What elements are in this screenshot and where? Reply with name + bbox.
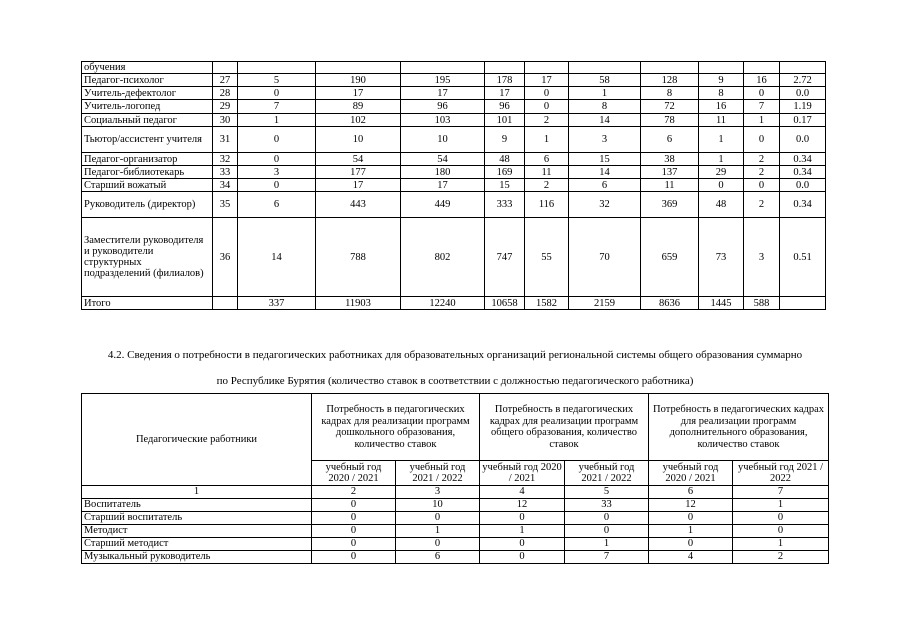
table-cell: 1	[565, 538, 649, 551]
table-cell: 73	[699, 218, 744, 297]
table-cell: 0.34	[780, 153, 826, 166]
table-row	[82, 100, 826, 114]
row-position-name: Музыкальный руководитель	[82, 551, 312, 564]
table-cell: 1	[744, 114, 780, 127]
table-cell: 34	[213, 179, 238, 192]
header-year: учебный год 2020 / 2021	[649, 461, 733, 486]
table-cell: 6	[569, 179, 641, 192]
table-cell: 177	[316, 166, 401, 179]
table-cell: 12	[649, 499, 733, 512]
staffing-table	[81, 61, 826, 310]
table-cell: 0	[238, 153, 316, 166]
table-row	[82, 525, 829, 538]
table-cell: 9	[699, 74, 744, 87]
table-cell: 48	[485, 153, 525, 166]
table-cell: 0	[312, 525, 396, 538]
header-group-general: Потребность в педагогических кадрах для реализации программ общего образования, количество ставок	[480, 394, 649, 461]
table-cell: 8	[699, 87, 744, 100]
table-cell	[316, 62, 401, 74]
table-cell: 128	[641, 74, 699, 87]
table-cell	[485, 62, 525, 74]
table-row	[82, 179, 826, 192]
table-cell: 116	[525, 192, 569, 218]
table-row	[82, 127, 826, 153]
table-row	[82, 153, 826, 166]
column-number: 1	[82, 486, 312, 499]
table-cell: 137	[641, 166, 699, 179]
header-year: учебный год 2021 / 2022	[396, 461, 480, 486]
table-cell: 0	[480, 551, 565, 564]
table-cell: 1	[699, 127, 744, 153]
table-cell: 32	[213, 153, 238, 166]
table-row	[82, 192, 826, 218]
table-cell	[780, 62, 826, 74]
table-cell: 0	[733, 525, 829, 538]
table-cell: 0.34	[780, 166, 826, 179]
table-cell: 747	[485, 218, 525, 297]
table-cell: 54	[316, 153, 401, 166]
table-row	[82, 74, 826, 87]
table-cell: 11	[525, 166, 569, 179]
table-cell: 0	[565, 525, 649, 538]
table-cell: 96	[485, 100, 525, 114]
table-cell: 6	[396, 551, 480, 564]
table-cell: 12	[480, 499, 565, 512]
section-caption-line2: по Республике Бурятия (количество ставок в соответствии с должностью педагогического работника)	[216, 375, 694, 387]
table-cell: 58	[569, 74, 641, 87]
table-cell	[699, 62, 744, 74]
column-number: 3	[396, 486, 480, 499]
table-cell: 0.0	[780, 179, 826, 192]
table-cell: 30	[213, 114, 238, 127]
table-cell: 1	[238, 114, 316, 127]
header-group-preschool: Потребность в педагогических кадрах для реализации программ дошкольного образования, количество ставок	[312, 394, 480, 461]
table-cell: 10	[396, 499, 480, 512]
column-number: 4	[480, 486, 565, 499]
table-cell: 8	[569, 100, 641, 114]
table-cell: 70	[569, 218, 641, 297]
table-cell: 0	[396, 538, 480, 551]
table-row	[82, 87, 826, 100]
table-cell: 195	[401, 74, 485, 87]
table-cell: 337	[238, 297, 316, 310]
table-cell: 333	[485, 192, 525, 218]
table-cell: 443	[316, 192, 401, 218]
table-cell: 11	[641, 179, 699, 192]
row-position-name: Воспитатель	[82, 499, 312, 512]
table-cell: 802	[401, 218, 485, 297]
row-position-name: Старший методист	[82, 538, 312, 551]
table-cell: 0	[525, 100, 569, 114]
table-cell: 2.72	[780, 74, 826, 87]
table-cell: 14	[238, 218, 316, 297]
table-cell: 1.19	[780, 100, 826, 114]
table-cell: 588	[744, 297, 780, 310]
table-cell: 2	[525, 179, 569, 192]
row-position-name: Учитель-дефектолог	[82, 87, 213, 100]
table-row	[82, 114, 826, 127]
table-cell: 0	[396, 512, 480, 525]
table-cell: 7	[744, 100, 780, 114]
table-cell: 28	[213, 87, 238, 100]
table-row	[82, 218, 826, 297]
row-position-name: Тьютор/ассистент учителя	[82, 127, 213, 153]
table-cell: 0	[733, 512, 829, 525]
row-position-name: Педагог-организатор	[82, 153, 213, 166]
table-cell: 1445	[699, 297, 744, 310]
section-caption-line1: 4.2. Сведения о потребности в педагогических работниках для образовательных организаций региональной системы общего образования суммарно	[107, 349, 803, 361]
table-cell: 0	[480, 512, 565, 525]
row-position-name: Социальный педагог	[82, 114, 213, 127]
table-cell: 48	[699, 192, 744, 218]
table-cell: 17	[525, 74, 569, 87]
table-cell: 0	[744, 87, 780, 100]
table-cell: 17	[401, 179, 485, 192]
table-cell: 8636	[641, 297, 699, 310]
table-cell: 5	[238, 74, 316, 87]
table-cell: 0	[238, 127, 316, 153]
table-cell	[213, 62, 238, 74]
table-cell: 103	[401, 114, 485, 127]
table-cell: 2	[733, 551, 829, 564]
table-cell: 2	[744, 153, 780, 166]
table-cell: 2159	[569, 297, 641, 310]
table-cell: 449	[401, 192, 485, 218]
table-cell	[641, 62, 699, 74]
column-number: 2	[312, 486, 396, 499]
table-cell: 1	[525, 127, 569, 153]
table-cell: 0	[699, 179, 744, 192]
table-cell: 4	[649, 551, 733, 564]
table-cell: 1	[733, 538, 829, 551]
table-cell: 0	[312, 538, 396, 551]
header-year: учебный год 2020 / 2021	[480, 461, 565, 486]
table-cell: 54	[401, 153, 485, 166]
table-cell: 29	[213, 100, 238, 114]
table-cell: 55	[525, 218, 569, 297]
table-cell: 1	[649, 525, 733, 538]
table-cell: 1	[699, 153, 744, 166]
row-position-name: Учитель-логопед	[82, 100, 213, 114]
table-cell: 17	[401, 87, 485, 100]
table-cell: 0.34	[780, 192, 826, 218]
table-cell: 0	[238, 87, 316, 100]
table-cell: 0.17	[780, 114, 826, 127]
row-position-name: Методист	[82, 525, 312, 538]
row-position-name: Старший вожатый	[82, 179, 213, 192]
table-cell: 72	[641, 100, 699, 114]
table-cell: 36	[213, 218, 238, 297]
table-cell: 17	[485, 87, 525, 100]
row-position-name: обучения	[82, 62, 213, 74]
table-cell: 2	[744, 192, 780, 218]
table-cell: 0.51	[780, 218, 826, 297]
table-cell: 190	[316, 74, 401, 87]
table-cell: 10	[401, 127, 485, 153]
table-cell: 102	[316, 114, 401, 127]
table-cell: 31	[213, 127, 238, 153]
table-cell: 1582	[525, 297, 569, 310]
table-cell: 369	[641, 192, 699, 218]
row-position-name: Педагог-библиотекарь	[82, 166, 213, 179]
table-cell: 1	[480, 525, 565, 538]
table-cell: 6	[641, 127, 699, 153]
table-row	[82, 166, 826, 179]
table-cell: 0	[565, 512, 649, 525]
table-cell: 16	[744, 74, 780, 87]
table-cell: 15	[485, 179, 525, 192]
table-row	[82, 297, 826, 310]
table-cell: 35	[213, 192, 238, 218]
table-cell: 0	[649, 512, 733, 525]
table-row	[82, 538, 829, 551]
table-cell: 0	[312, 499, 396, 512]
header-year: учебный год 2021 / 2022	[565, 461, 649, 486]
table-cell: 17	[316, 179, 401, 192]
table-row	[82, 512, 829, 525]
table-cell: 11903	[316, 297, 401, 310]
table-cell: 0	[744, 127, 780, 153]
column-number: 6	[649, 486, 733, 499]
table-cell: 0	[312, 551, 396, 564]
table-cell: 2	[744, 166, 780, 179]
table-cell: 11	[699, 114, 744, 127]
table-cell	[238, 62, 316, 74]
table-cell: 659	[641, 218, 699, 297]
table-cell	[401, 62, 485, 74]
table-cell: 29	[699, 166, 744, 179]
table-cell: 6	[525, 153, 569, 166]
table-cell: 3	[744, 218, 780, 297]
header-group-additional: Потребность в педагогических кадрах для реализации программ дополнительного образования, количество ставок	[649, 394, 829, 461]
table-cell: 1	[569, 87, 641, 100]
row-position-name: Заместители руководителя и руководители структурных подразделений (филиалов)	[82, 218, 213, 297]
header-pedagogical-workers: Педагогические работники	[82, 394, 312, 486]
table-cell: 0	[238, 179, 316, 192]
table-cell: 101	[485, 114, 525, 127]
table-cell: 3	[569, 127, 641, 153]
table-cell: 32	[569, 192, 641, 218]
table-cell: 17	[316, 87, 401, 100]
table-cell: 38	[641, 153, 699, 166]
row-position-name: Руководитель (директор)	[82, 192, 213, 218]
table-cell: 2	[525, 114, 569, 127]
table-cell: 9	[485, 127, 525, 153]
table-cell: 15	[569, 153, 641, 166]
table-cell: 1	[396, 525, 480, 538]
table-cell: 27	[213, 74, 238, 87]
header-year: учебный год 2021 / 2022	[733, 461, 829, 486]
table-cell: 7	[565, 551, 649, 564]
table-cell: 16	[699, 100, 744, 114]
table-cell: 14	[569, 166, 641, 179]
table-cell: 3	[238, 166, 316, 179]
column-number: 7	[733, 486, 829, 499]
table-cell: 7	[238, 100, 316, 114]
table-cell: 8	[641, 87, 699, 100]
table-cell: 10658	[485, 297, 525, 310]
table-cell: 0.0	[780, 127, 826, 153]
table-row	[82, 62, 826, 74]
table-cell: 0	[744, 179, 780, 192]
table-cell: 6	[238, 192, 316, 218]
row-position-name: Старший воспитатель	[82, 512, 312, 525]
row-position-name: Педагог-психолог	[82, 74, 213, 87]
table-row	[82, 551, 829, 564]
table-cell: 10	[316, 127, 401, 153]
demand-table	[81, 393, 829, 564]
table-cell: 0	[525, 87, 569, 100]
table-cell	[525, 62, 569, 74]
table-row	[82, 499, 829, 512]
table-cell: 89	[316, 100, 401, 114]
column-number: 5	[565, 486, 649, 499]
table-cell	[744, 62, 780, 74]
table-cell: 33	[213, 166, 238, 179]
table-cell: 1	[733, 499, 829, 512]
table-cell: 0	[480, 538, 565, 551]
table-cell: 0.0	[780, 87, 826, 100]
table-cell: 178	[485, 74, 525, 87]
table-cell: 33	[565, 499, 649, 512]
table-cell	[569, 62, 641, 74]
table-cell	[780, 297, 826, 310]
header-year: учебный год 2020 / 2021	[312, 461, 396, 486]
table-cell: 78	[641, 114, 699, 127]
table-cell: 96	[401, 100, 485, 114]
table-cell: 788	[316, 218, 401, 297]
row-position-name: Итого	[82, 297, 213, 310]
table-cell: 0	[312, 512, 396, 525]
table-cell	[213, 297, 238, 310]
table-cell: 12240	[401, 297, 485, 310]
table-cell: 0	[649, 538, 733, 551]
table-cell: 180	[401, 166, 485, 179]
table-cell: 14	[569, 114, 641, 127]
table-cell: 169	[485, 166, 525, 179]
